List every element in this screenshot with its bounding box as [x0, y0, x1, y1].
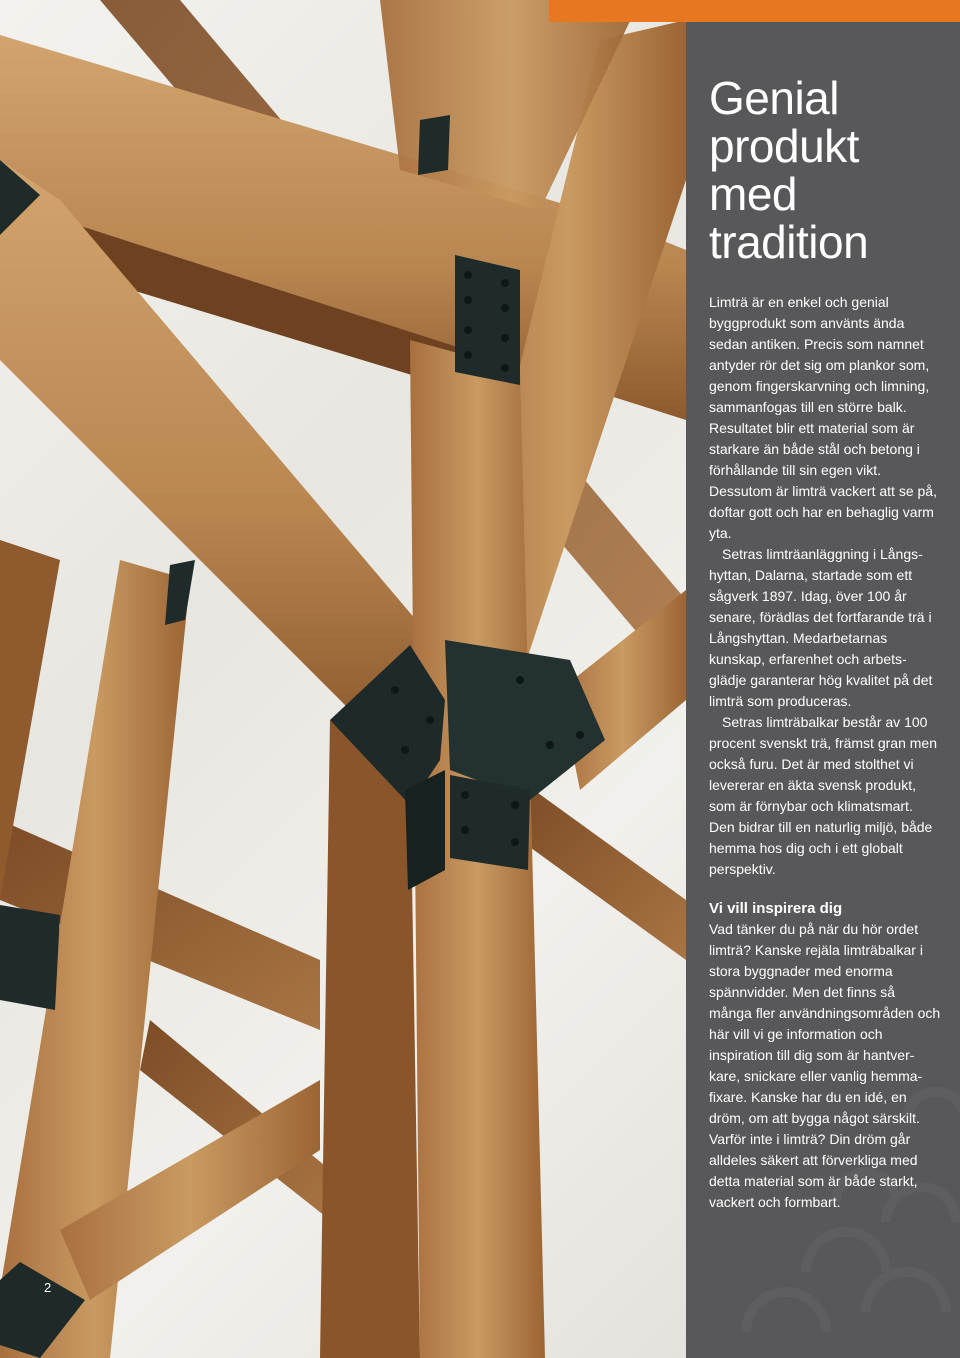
sidebar-content [709, 74, 941, 1213]
page-number: 2 [44, 1280, 52, 1295]
text-sidebar [686, 22, 960, 1358]
history-paragraph: Setras limträanläggning i Långs-hyttan, Dalarna, startade som ett sågverk 1897. Idag, över 100 år senare, förädlas det fortfarande trä i Långshyttan. Medarbetarnas kunskap, erfarenhet och arbets-glädje garanterar hög kvalitet på det limträ som produceras. [709, 546, 933, 709]
title-line: med [709, 168, 797, 220]
title-line: tradition [709, 216, 869, 268]
section-heading: Vi vill inspirera dig [709, 900, 843, 917]
intro-paragraph: Limträ är en enkel och genial byggprodukt som använts ända sedan antiken. Precis som namnet antyder rör det sig om plankor som, genom fingerskarvning och limning, sammanfogas till en större balk. Resultatet blir ett material som är starkare än både stål och betong i förhållande till sin egen vikt. Dessutom är limträ vackert att se på, doftar gott och har en behaglig varm yta. [709, 294, 937, 541]
title-line: Genial [709, 72, 839, 124]
material-paragraph: Setras limträbalkar består av 100 procent svenskt trä, främst gran men också furu. Det är med stolthet vi levererar en äkta svensk produkt, som är förnybar och klimatsmart. Den bidrar till en naturlig miljö, både hemma hos dig och i ett globalt perspektiv. [709, 714, 937, 877]
inspiration-paragraph: Vad tänker du på när du hör ordet limträ? Kanske rejäla limträbalkar i stora byggnader med enorma spännvidder. Men det finns så många fler användningsområden och här vill vi ge information och inspiration till dig som är hantver-kare, snickare eller vanlig hemma-fixare. Kanske har du en idé, en dröm, om att bygga något särskilt. Varför inte i limträ? Din dröm går alldeles säkert att förverkliga med detta material som är både starkt, vackert och formbart. [709, 921, 941, 1210]
title-line: produkt [709, 120, 859, 172]
accent-bar [549, 0, 960, 22]
body-text [709, 292, 941, 1213]
page-title [709, 74, 941, 266]
